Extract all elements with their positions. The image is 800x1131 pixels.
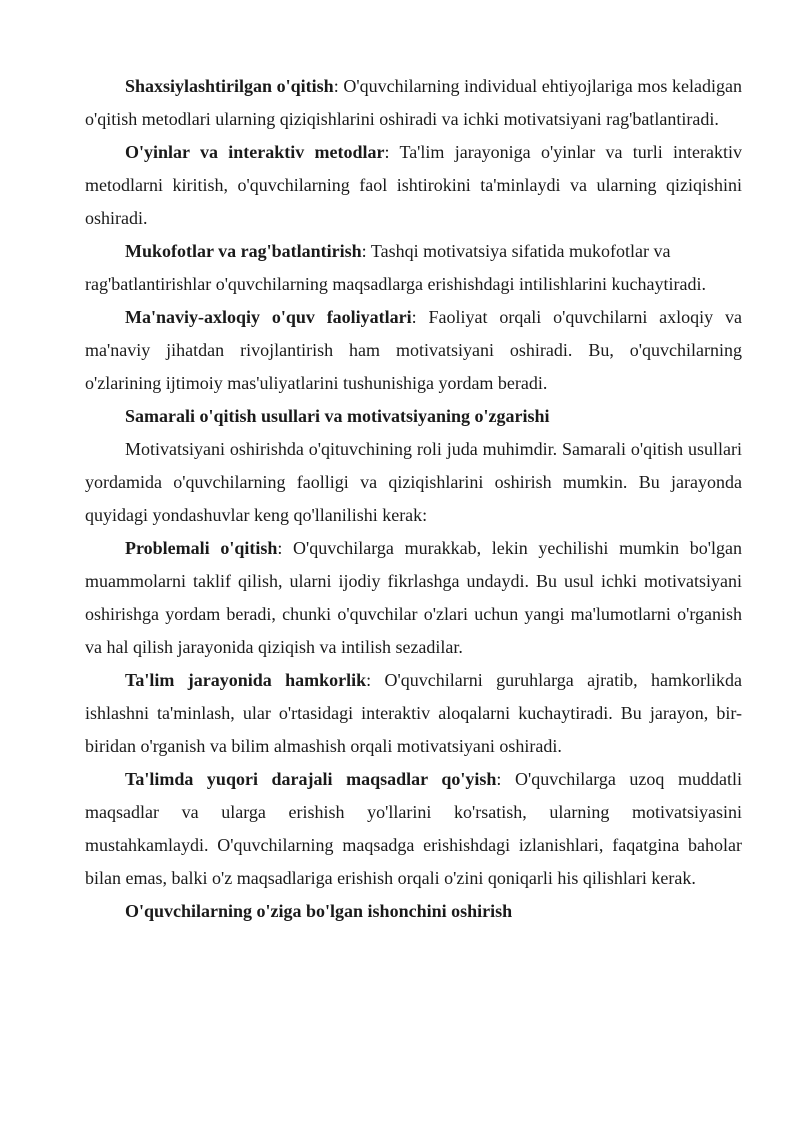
paragraph-personalized-learning [85, 70, 742, 136]
paragraph-text: : Faoliyat orqali o'quvchilarni axloqiy va ma'naviy jihatdan rivojlantirish ham motivatsiyani oshiradi. Bu, o'quvchilarning o'zlarining ijtimoiy mas'uliyatlarini tushunishiga yordam beradi. [85, 307, 742, 393]
section-heading-self-confidence: O'quvchilarning o'ziga bo'lgan ishonchini oshirish [125, 901, 513, 921]
paragraph-text: : O'quvchilarni guruhlarga ajratib, hamkorlikda ishlashni ta'minlash, ular o'rtasidagi interaktiv aloqalarni kuchaytiradi. Bu jarayon, bir-biridan o'rganish va bilim almashish orqali motivatsiyani oshiradi. [85, 670, 743, 756]
term-games-interactive: O'yinlar va interaktiv metodlar [125, 142, 385, 162]
paragraph-rewards [85, 235, 742, 301]
paragraph-moral-activities [85, 301, 742, 400]
paragraph-text: : O'quvchilarning individual ehtiyojlariga mos keladigan o'qitish metodlari ularning qiziqishlarini oshiradi va ichki motivatsiyani rag'batlantiradi. [85, 76, 742, 129]
term-high-goals: Ta'limda yuqori darajali maqsadlar qo'yish [125, 769, 497, 789]
paragraph-text: : O'quvchilarga uzoq muddatli maqsadlar va ularga erishish yo'llarini ko'rsatish, ularning motivatsiyasini mustahkamlaydi. O'quvchilarning maqsadga erishishdagi izlanishlari, faqatgina baholar bilan emas, balki o'z maqsadlariga erishish orqali o'zini qoniqarli his qilishlari kerak. [85, 769, 742, 888]
paragraph-text: : Ta'lim jarayoniga o'yinlar va turli interaktiv metodlarni kiritish, o'quvchilarning faol ishtirokini ta'minlaydi va ularning qiziqishini oshiradi. [85, 142, 742, 228]
paragraph-collaboration [85, 664, 742, 763]
term-moral-activities: Ma'naviy-axloqiy o'quv faoliyatlari [125, 307, 412, 327]
term-personalized-learning: Shaxsiylashtirilgan o'qitish [125, 76, 334, 96]
term-rewards: Mukofotlar va rag'batlantirish [125, 241, 362, 261]
paragraph-text: : Tashqi motivatsiya sifatida mukofotlar va rag'batlantirishlar o'quvchilarning maqsadlarga erishishdagi intilishlarini kuchaytiradi. [85, 241, 706, 294]
paragraph-text: : O'quvchilarga murakkab, lekin yechilishi mumkin bo'lgan muammolarni taklif qilish, ularni ijodiy fikrlashga undaydi. Bu usul ichki motivatsiyani oshirishga yordam beradi, chunki o'quvchilar o'zlari uchun yangi ma'lumotlarni o'rganish va hal qilish jarayonida qiziqish va intilish sezadilar. [85, 538, 742, 657]
section-heading-effective-methods: Samarali o'qitish usullari va motivatsiyaning o'zgarishi [125, 406, 550, 426]
paragraph-high-goals [85, 763, 742, 895]
paragraph-problem-learning [85, 532, 742, 664]
paragraph-intro: Motivatsiyani oshirishda o'qituvchining roli juda muhimdir. Samarali o'qitish usullari yordamida o'quvchilarning faolligi va qiziqishlarini oshirish mumkin. Bu jarayonda quyidagi yondashuvlar keng qo'llanilishi kerak: [85, 439, 742, 525]
paragraph-games-interactive [85, 136, 742, 235]
term-problem-learning: Problemali o'qitish [125, 538, 278, 558]
term-collaboration: Ta'lim jarayonida hamkorlik [125, 670, 367, 690]
document-page [85, 70, 742, 928]
